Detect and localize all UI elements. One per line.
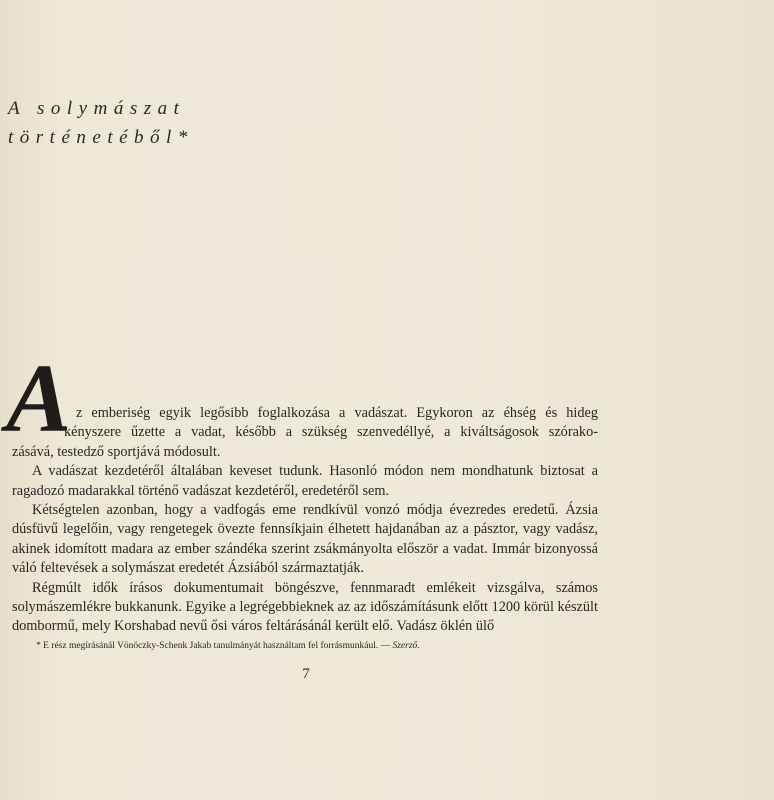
- footnote: [36, 640, 596, 652]
- body-text: [12, 404, 598, 637]
- paragraph-1-rest: zásává, testedző sportjává módosult.: [12, 443, 221, 460]
- paragraph-3: Kétségtelen azonban, hogy a vadfogás eme rendkívül vonzó módja évezredes eredetű. Ázsia dúsfüvű legelőin, vagy rengetegek övezte fennsíkjain élhetett hajdanában az a pásztor, vagy vadász, akinek idomított madara az ember szándéka szerint zsákmányolta először a vadat. Immár bizonyossá váló feltevések a solymászat eredetét Ázsiából származtatják.: [12, 502, 598, 577]
- paragraph-4: Régmúlt idők írásos dokumentumait böngészve, fennmaradt emlékeit vizsgálva, számos solymászemlékre bukkanunk. Egyike a legrégebbieknek az az időszámításunk előtt 1200 körül készült dombormű, mely Korshabad nevű ősi város feltárásánál került elő. Vadász öklén ülő: [12, 579, 598, 635]
- drop-cap: A: [6, 345, 72, 453]
- paragraph-2: A vadászat kezdetéről általában keveset tudunk. Hasonló módon nem mondhatunk biztosat a ragadozó madarakkal történő vadászat kezdetéről, eredetéről sem.: [12, 463, 598, 499]
- footnote-text: * E rész megírásánál Vönöczky-Schenk Jakab tanulmányát használtam fel forrásmunkául. —: [36, 641, 391, 651]
- chapter-title-line-1: A solymászat: [8, 98, 186, 119]
- page-number: 7: [302, 666, 310, 682]
- chapter-title-line-2: történetéből*: [8, 127, 194, 148]
- chapter-title: [8, 94, 194, 152]
- paragraph-1-line-2: kényszere űzette a vadat, később a szükség szenvedéllyé, a kiváltságosok szórako-: [64, 424, 598, 441]
- paragraph-1-line-1: z emberiség egyik legősibb foglalkozása a vadászat. Egykoron az éhség és hideg: [76, 405, 598, 421]
- paragraph-1: [12, 404, 598, 462]
- footnote-signature: Szerző.: [392, 641, 420, 651]
